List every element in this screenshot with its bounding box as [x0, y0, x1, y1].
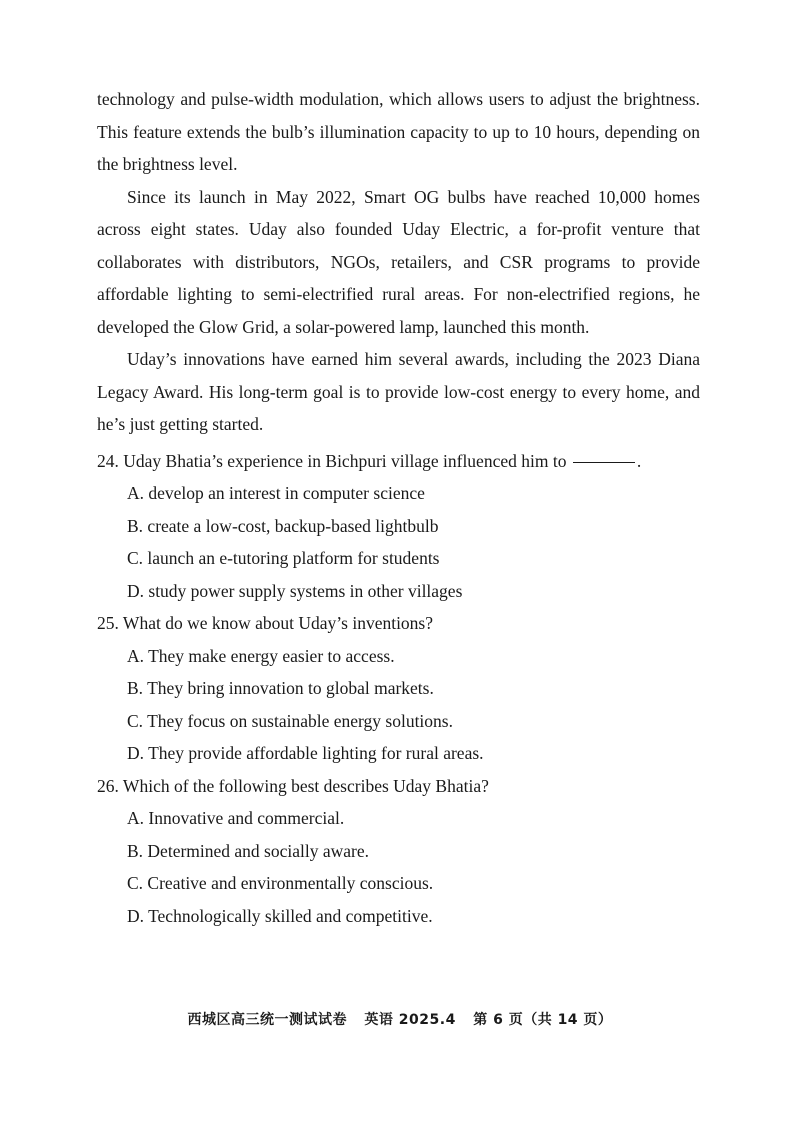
option-d: D. study power supply systems in other villages [127, 580, 463, 601]
option-c: C. launch an e-tutoring platform for students [127, 548, 440, 568]
footer-page-number: 第 6 页（共 14 页） [473, 1012, 613, 1028]
option-list [97, 802, 700, 932]
answer-blank [573, 462, 635, 463]
question-stem: 25. What do we know about Uday’s inventions? [97, 613, 434, 633]
option-list [97, 640, 700, 770]
option-list [97, 477, 700, 607]
question-26 [97, 770, 700, 933]
page-footer [0, 1009, 800, 1029]
option-a: A. Innovative and commercial. [127, 808, 345, 828]
question-stem-text: 24. Uday Bhatia’s experience in Bichpuri village influenced him to [97, 450, 567, 471]
option-b: B. They bring innovation to global markets. [127, 678, 434, 698]
option-d: D. They provide affordable lighting for rural areas. [127, 743, 484, 763]
question-24 [97, 445, 700, 608]
option-a: A. They make energy easier to access. [127, 645, 395, 666]
question-stem [97, 445, 700, 478]
option-c: C. They focus on sustainable energy solutions. [127, 710, 453, 731]
footer-exam-title: 西城区高三统一测试试卷 [187, 1012, 348, 1028]
passage-paragraph: Uday’s innovations have earned him several awards, including the 2023 Diana Legacy Award. His long-term goal is to provide low-cost energy to every home, and he’s just getting started. [97, 349, 700, 434]
option-a: A. develop an interest in computer science [127, 483, 425, 503]
option-b: B. create a low-cost, backup-based lightbulb [127, 515, 439, 536]
passage-paragraph: technology and pulse-width modulation, which allows users to adjust the brightness. This feature extends the bulb’s illumination capacity to up to 10 hours, depending on the brightness level. [97, 89, 700, 174]
question-25 [97, 607, 700, 770]
footer-subject-date: 英语 2025.4 [364, 1012, 456, 1028]
question-list [97, 445, 700, 933]
question-stem-end: . [636, 450, 642, 471]
option-c: C. Creative and environmentally conscious. [127, 873, 434, 893]
reading-passage [97, 83, 700, 441]
option-b: B. Determined and socially aware. [127, 840, 369, 861]
option-d: D. Technologically skilled and competitive. [127, 905, 433, 926]
passage-paragraph: Since its launch in May 2022, Smart OG bulbs have reached 10,000 homes across eight states. Uday also founded Uday Electric, a for-profit venture that collaborates with distributors, NGOs, retailers, and CSR programs to provide affordable lighting to semi-electrified rural areas. For non-electrified regions, he developed the Glow Grid, a solar-powered lamp, launched this month. [97, 186, 700, 337]
question-stem: 26. Which of the following best describes Uday Bhatia? [97, 775, 489, 796]
